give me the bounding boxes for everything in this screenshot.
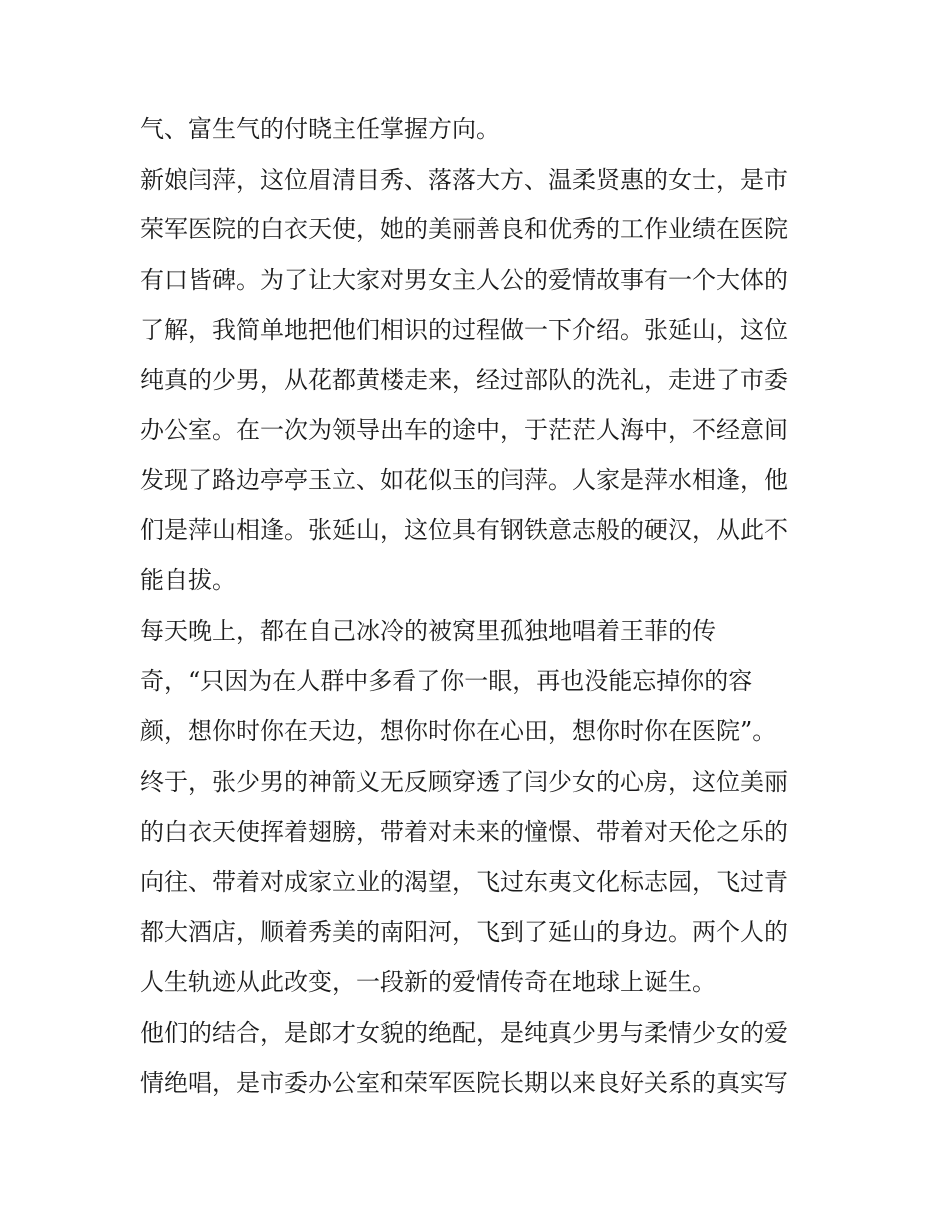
text-line: 终于，张少男的神箭义无反顾穿透了闫少女的心房，这位美丽: [140, 768, 788, 796]
text-line: 能自拔。: [140, 566, 236, 594]
text-line: 发现了路边亭亭玉立、如花似玉的闫萍。人家是萍水相逢，他: [140, 466, 788, 494]
text-line: 向往、带着对成家立业的渴望，飞过东夷文化标志园，飞过青: [140, 868, 788, 896]
text-line: 办公室。在一次为领导出车的途中，于茫茫人海中，不经意间: [140, 416, 788, 444]
text-line: 颜，想你时你在天边，想你时你在心田，想你时你在医院”。: [140, 717, 777, 745]
text-line: 人生轨迹从此改变，一段新的爱情传奇在地球上诞生。: [140, 968, 716, 996]
text-line: 纯真的少男，从花都黄楼走来，经过部队的洗礼，走进了市委: [140, 366, 788, 394]
text-line: 的白衣天使挥着翅膀，带着对未来的憧憬、带着对天伦之乐的: [140, 818, 788, 846]
text-line: 们是萍山相逢。张延山，这位具有钢铁意志般的硬汉，从此不: [140, 516, 788, 544]
text-line: 他们的结合，是郎才女貌的绝配，是纯真少男与柔情少女的爱: [140, 1019, 788, 1047]
text-line: 每天晚上，都在自己冰冷的被窝里孤独地唱着王菲的传: [140, 617, 716, 645]
text-line: 新娘闫萍，这位眉清目秀、落落大方、温柔贤惠的女士，是市: [140, 166, 788, 194]
text-line: 都大酒店，顺着秀美的南阳河，飞到了延山的身边。两个人的: [140, 918, 788, 946]
text-line: 情绝唱，是市委办公室和荣军医院长期以来良好关系的真实写: [140, 1069, 788, 1097]
text-line: 气、富生气的付晓主任掌握方向。: [140, 115, 500, 143]
text-line: 奇，“只因为在人群中多看了你一眼，再也没能忘掉你的容: [140, 667, 753, 695]
text-line: 有口皆碑。为了让大家对男女主人公的爱情故事有一个大体的: [140, 266, 788, 294]
text-line: 了解，我简单地把他们相识的过程做一下介绍。张延山，这位: [140, 316, 788, 344]
text-line: 荣军医院的白衣天使，她的美丽善良和优秀的工作业绩在医院: [140, 215, 788, 243]
